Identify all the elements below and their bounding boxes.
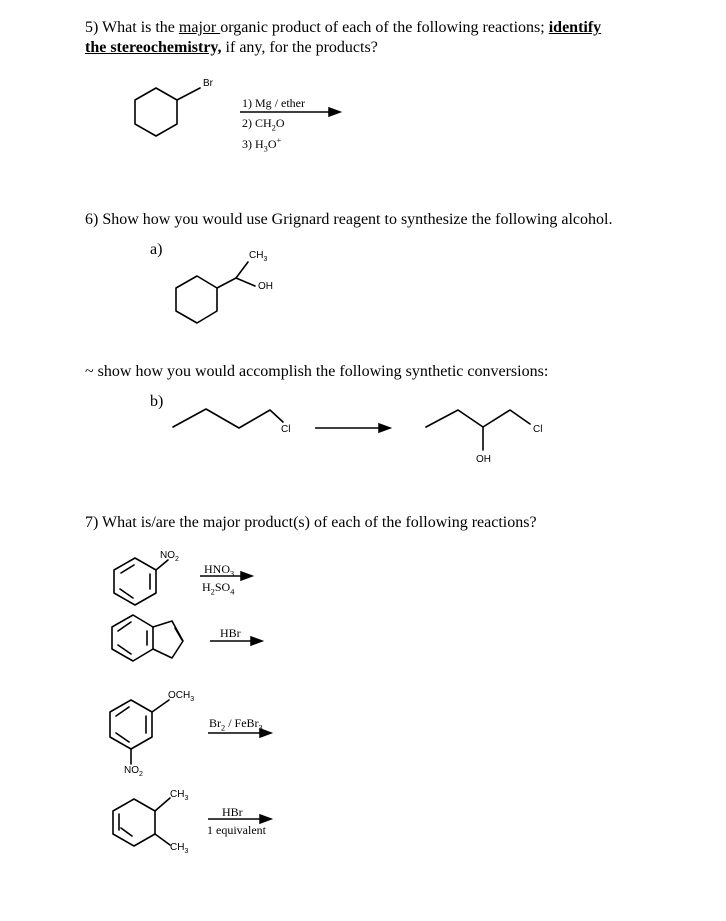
q6-text: 6) Show how you would use Grignard reagent to synthesize the following alcohol. — [85, 211, 613, 228]
q5-rest: if any, for the products? — [221, 39, 378, 56]
q5-step3: 3) $H_3O^+$ — [242, 136, 282, 154]
q5-br-label: Br — [203, 78, 213, 89]
q6a-oh-bond — [236, 278, 255, 286]
q5-identify: identify — [548, 19, 602, 36]
q7-3-reagent: $Br_2$ / FeBr$_3$ — [209, 716, 263, 733]
q7-4-reagent-top: HBr — [222, 805, 243, 819]
q5-mid: organic product of each of the following reactions; — [220, 19, 549, 36]
q5-step1: 1) Mg / ether — [242, 96, 305, 110]
q6b-reactant-chain — [173, 409, 283, 428]
q7-text: 7) What is/are the major product(s) of each of the following reactions? — [85, 514, 537, 531]
q7-1-reagent-top: $HNO_3$ — [204, 562, 235, 579]
q7-3-no2-label: $NO_2$ — [124, 765, 143, 778]
q6b-cl-right: Cl — [533, 424, 543, 435]
q5-major: major — [178, 19, 221, 36]
q6-part-a: a) — [150, 241, 163, 258]
q6b-product-chain — [426, 410, 530, 427]
q7-2-five-ring — [153, 621, 183, 658]
q6-part-b: b) — [150, 393, 164, 410]
q5-br-bond — [177, 88, 200, 100]
q6b-cl-left: Cl — [281, 424, 291, 435]
q6a-oh-label: OH — [258, 281, 273, 292]
q7-4-reagent-bottom: 1 equivalent — [207, 823, 266, 837]
q6a-ch3-label: $CH_3$ — [249, 250, 268, 263]
q7-4-ch3-bottom-label: $CH_3$ — [170, 842, 189, 855]
q7-3-och3-label: $OCH_3$ — [168, 690, 195, 703]
q7-1-no2-label: $NO_2$ — [160, 550, 179, 563]
q5-step2: 2) $CH_2O$ — [242, 116, 285, 133]
q5-cyclohexane-ring — [135, 88, 177, 136]
q7-3-och3-bond — [152, 700, 169, 712]
q7-4-ch3-bond-top — [155, 798, 170, 811]
q6a-cyclohexane-ring — [176, 276, 217, 323]
q6b-oh-label: OH — [476, 454, 491, 465]
q6a-ring-to-carbon — [217, 278, 236, 288]
q6a-ch3-bond — [236, 262, 248, 278]
q7-4-ch3-bond-bottom — [155, 834, 170, 845]
q6-conv-text: ~ show how you would accomplish the following synthetic conversions: — [85, 363, 549, 380]
q7-2-reagent: HBr — [220, 626, 241, 640]
q7-4-ch3-top-label: $CH_3$ — [170, 789, 189, 802]
q7-1-reagent-bottom: $H_2SO_4$ — [202, 580, 235, 597]
q5-stereo: the stereochemistry, — [85, 39, 222, 56]
q5-num: 5) What is the — [85, 19, 179, 36]
